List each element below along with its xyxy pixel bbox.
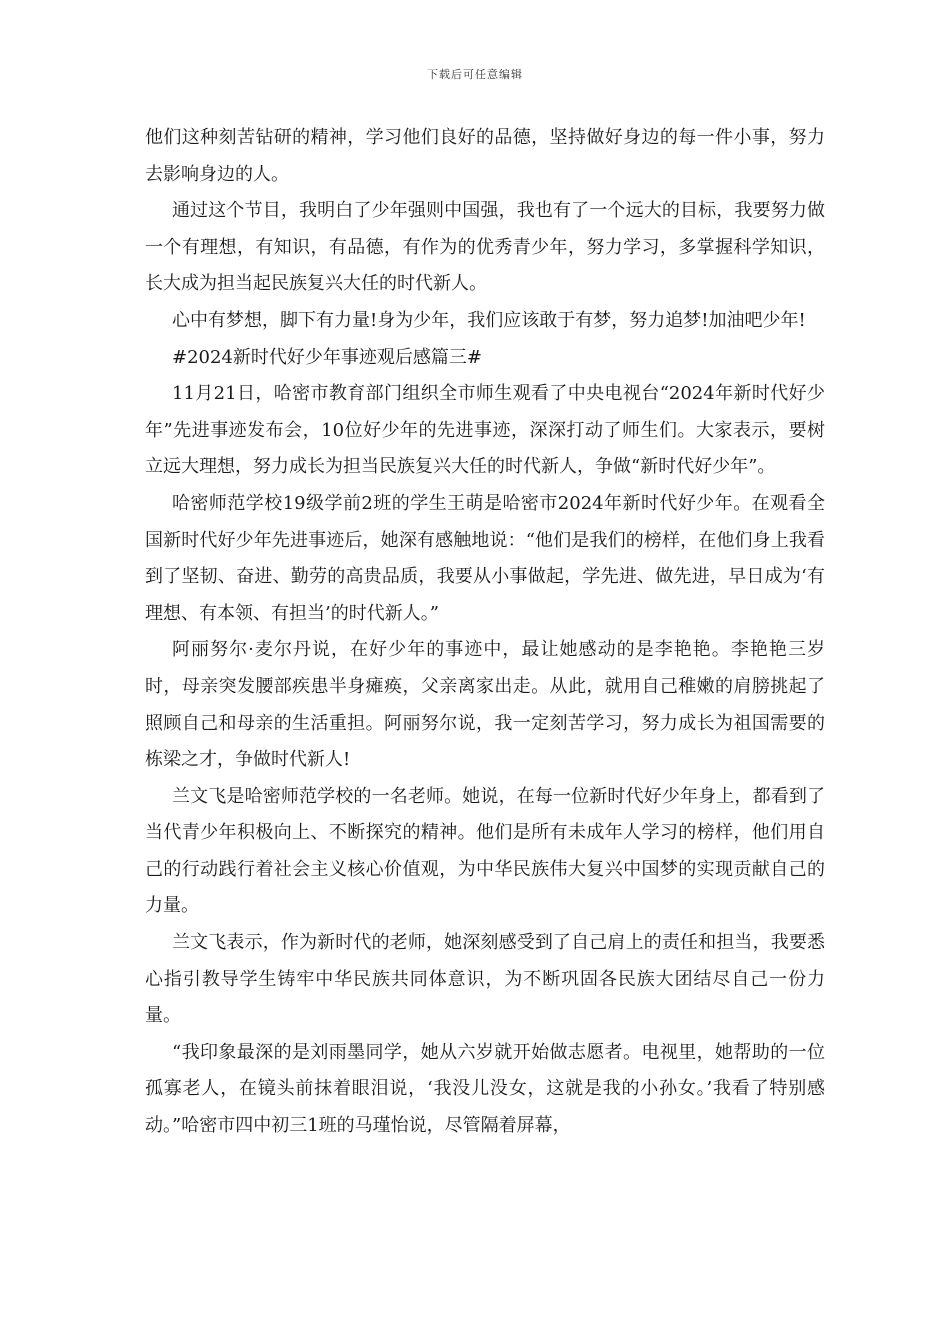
paragraph-continuation: 他们这种刻苦钻研的精神，学习他们良好的品德，坚持做好身边的每一件小事，努力去影响身边的人。 — [145, 127, 825, 185]
paragraph-alinuer: 阿丽努尔·麦尔丹说，在好少年的事迹中，最让她感动的是李艳艳。李艳艳三岁时，母亲突发腰部疾患半身瘫痪，父亲离家出走。从此，就用自己稚嫩的肩膀挑起了照顾自己和母亲的生活重担。阿丽努尔说，我一定刻苦学习，努力成长为祖国需要的栋梁之才，争做时代新人! — [145, 639, 825, 771]
document-body — [145, 120, 825, 1145]
paragraph-wangmeng: 哈密师范学校19级学前2班的学生王萌是哈密市2024年新时代好少年。在观看全国新时代好少年先进事迹后，她深有感触地说：“他们是我们的榜样，在他们身上我看到了坚韧、奋进、勤劳的高贵品质，我要从小事做起，学先进、做先进，早日成为‘有理想、有本领、有担当’的时代新人。” — [145, 492, 825, 624]
page-header: 下载后可任意编辑 — [427, 68, 523, 81]
paragraph-news: 11月21日，哈密市教育部门组织全市师生观看了中央电视台“2024年新时代好少年”先进事迹发布会，10位好少年的先进事迹，深深打动了师生们。大家表示，要树立远大理想，努力成长为担当民族复兴大任的时代新人，争做“新时代好少年”。 — [145, 383, 825, 478]
paragraph-lanwenfei-1: 兰文飞是哈密师范学校的一名老师。她说，在每一位新时代好少年身上，都看到了当代青少年积极向上、不断探究的精神。他们是所有未成年人学习的榜样，他们用自己的行动践行着社会主义核心价值观，为中华民族伟大复兴中国梦的实现贡献自己的力量。 — [145, 785, 825, 917]
paragraph-majinyi: “我印象最深的是刘雨墨同学，她从六岁就开始做志愿者。电视里，她帮助的一位孤寡老人，在镜头前抹着眼泪说，‘我没儿没女，这就是我的小孙女。’我看了特别感动。”哈密市四中初三1班的马瑾怡说，尽管隔着屏幕， — [145, 1041, 825, 1137]
paragraph-goal: 通过这个节目，我明白了少年强则中国强，我也有了一个远大的目标，我要努力做一个有理想，有知识，有品德，有作为的优秀青少年，努力学习，多掌握科学知识，长大成为担当起民族复兴大任的时代新人。 — [145, 200, 825, 295]
paragraph-lanwenfei-2: 兰文飞表示，作为新时代的老师，她深刻感受到了自己肩上的责任和担当，我要悉心指引教导学生铸牢中华民族共同体意识，为不断巩固各民族大团结尽自己一份力量。 — [145, 932, 825, 1027]
section-heading: #2024新时代好少年事迹观后感篇三# — [172, 346, 482, 368]
paragraph-dream: 心中有梦想，脚下有力量!身为少年，我们应该敢于有梦，努力追梦!加油吧少年! — [172, 309, 806, 331]
